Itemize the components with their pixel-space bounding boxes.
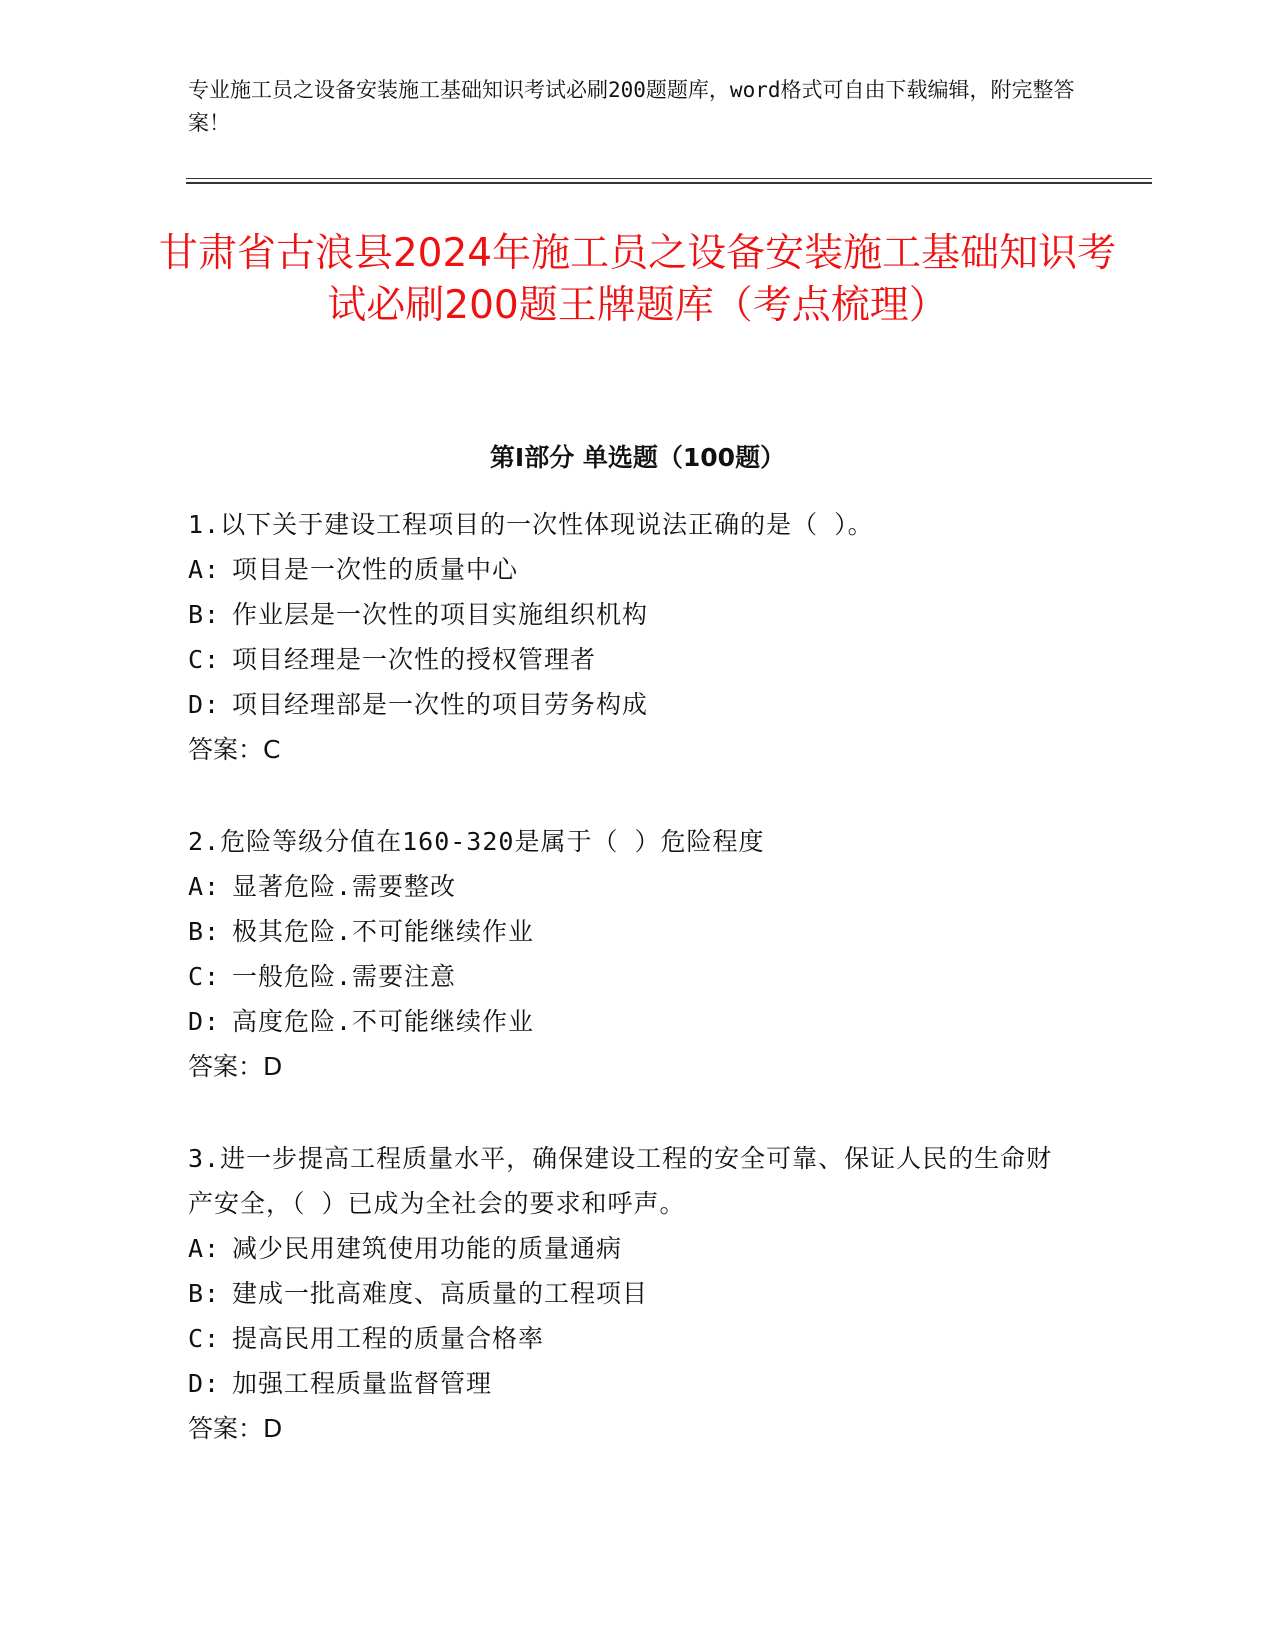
option-letter: C:: [188, 645, 221, 674]
option-b: [188, 909, 1068, 954]
option-letter: D:: [188, 1007, 221, 1036]
option-c: [188, 637, 1068, 682]
option-letter: A:: [188, 872, 221, 901]
header-divider-thick: [186, 182, 1152, 184]
option-b: [188, 1271, 1068, 1316]
option-letter: B:: [188, 917, 221, 946]
question-1: [188, 502, 1068, 772]
header-note: 专业施工员之设备安装施工基础知识考试必刷200题题库，word格式可自由下载编辑，附完整答案！: [188, 78, 1075, 135]
option-c: [188, 954, 1068, 999]
option-letter: B:: [188, 1279, 221, 1308]
question-stem: 2.危险等级分值在160-320是属于（ ）危险程度: [188, 827, 765, 856]
answer-line: 答案：D: [188, 1414, 283, 1443]
option-text: 项目经理部是一次性的项目劳务构成: [232, 690, 649, 719]
question-stem: 3.进一步提高工程质量水平，确保建设工程的安全可靠、保证人民的生命财产安全，（ ）已成为全社会的要求和呼声。: [188, 1144, 1053, 1218]
option-d: [188, 999, 1068, 1044]
option-text: 高度危险.不可能继续作业: [232, 1007, 535, 1036]
option-text: 项目经理是一次性的授权管理者: [232, 645, 597, 674]
option-c: [188, 1316, 1068, 1361]
option-letter: C:: [188, 962, 221, 991]
option-text: 作业层是一次性的项目实施组织机构: [232, 600, 649, 629]
option-letter: C:: [188, 1324, 221, 1353]
header-divider-thin: [186, 178, 1152, 179]
option-b: [188, 592, 1068, 637]
document-title: 甘肃省古浪县2024年施工员之设备安装施工基础知识考试必刷200题王牌题库（考点梳理）: [158, 231, 1117, 328]
option-text: 显著危险.需要整改: [232, 872, 457, 901]
question-3: [188, 1136, 1068, 1451]
section-title: 第I部分 单选题（100题）: [489, 443, 786, 472]
option-text: 提高民用工程的质量合格率: [232, 1324, 545, 1353]
option-d: [188, 682, 1068, 727]
option-letter: D:: [188, 690, 221, 719]
option-text: 项目是一次性的质量中心: [232, 555, 519, 584]
option-a: [188, 1226, 1068, 1271]
option-d: [188, 1361, 1068, 1406]
option-letter: A:: [188, 555, 221, 584]
question-2: [188, 819, 1068, 1089]
option-letter: B:: [188, 600, 221, 629]
option-letter: D:: [188, 1369, 221, 1398]
option-a: [188, 547, 1068, 592]
option-text: 建成一批高难度、高质量的工程项目: [232, 1279, 649, 1308]
option-text: 一般危险.需要注意: [232, 962, 457, 991]
answer-line: 答案：C: [188, 735, 281, 764]
option-text: 加强工程质量监督管理: [232, 1369, 493, 1398]
option-text: 极其危险.不可能继续作业: [232, 917, 535, 946]
question-stem: 1.以下关于建设工程项目的一次性体现说法正确的是（ ）。: [188, 510, 874, 539]
answer-line: 答案：D: [188, 1052, 283, 1081]
option-text: 减少民用建筑使用功能的质量通病: [232, 1234, 623, 1263]
option-letter: A:: [188, 1234, 221, 1263]
option-a: [188, 864, 1068, 909]
